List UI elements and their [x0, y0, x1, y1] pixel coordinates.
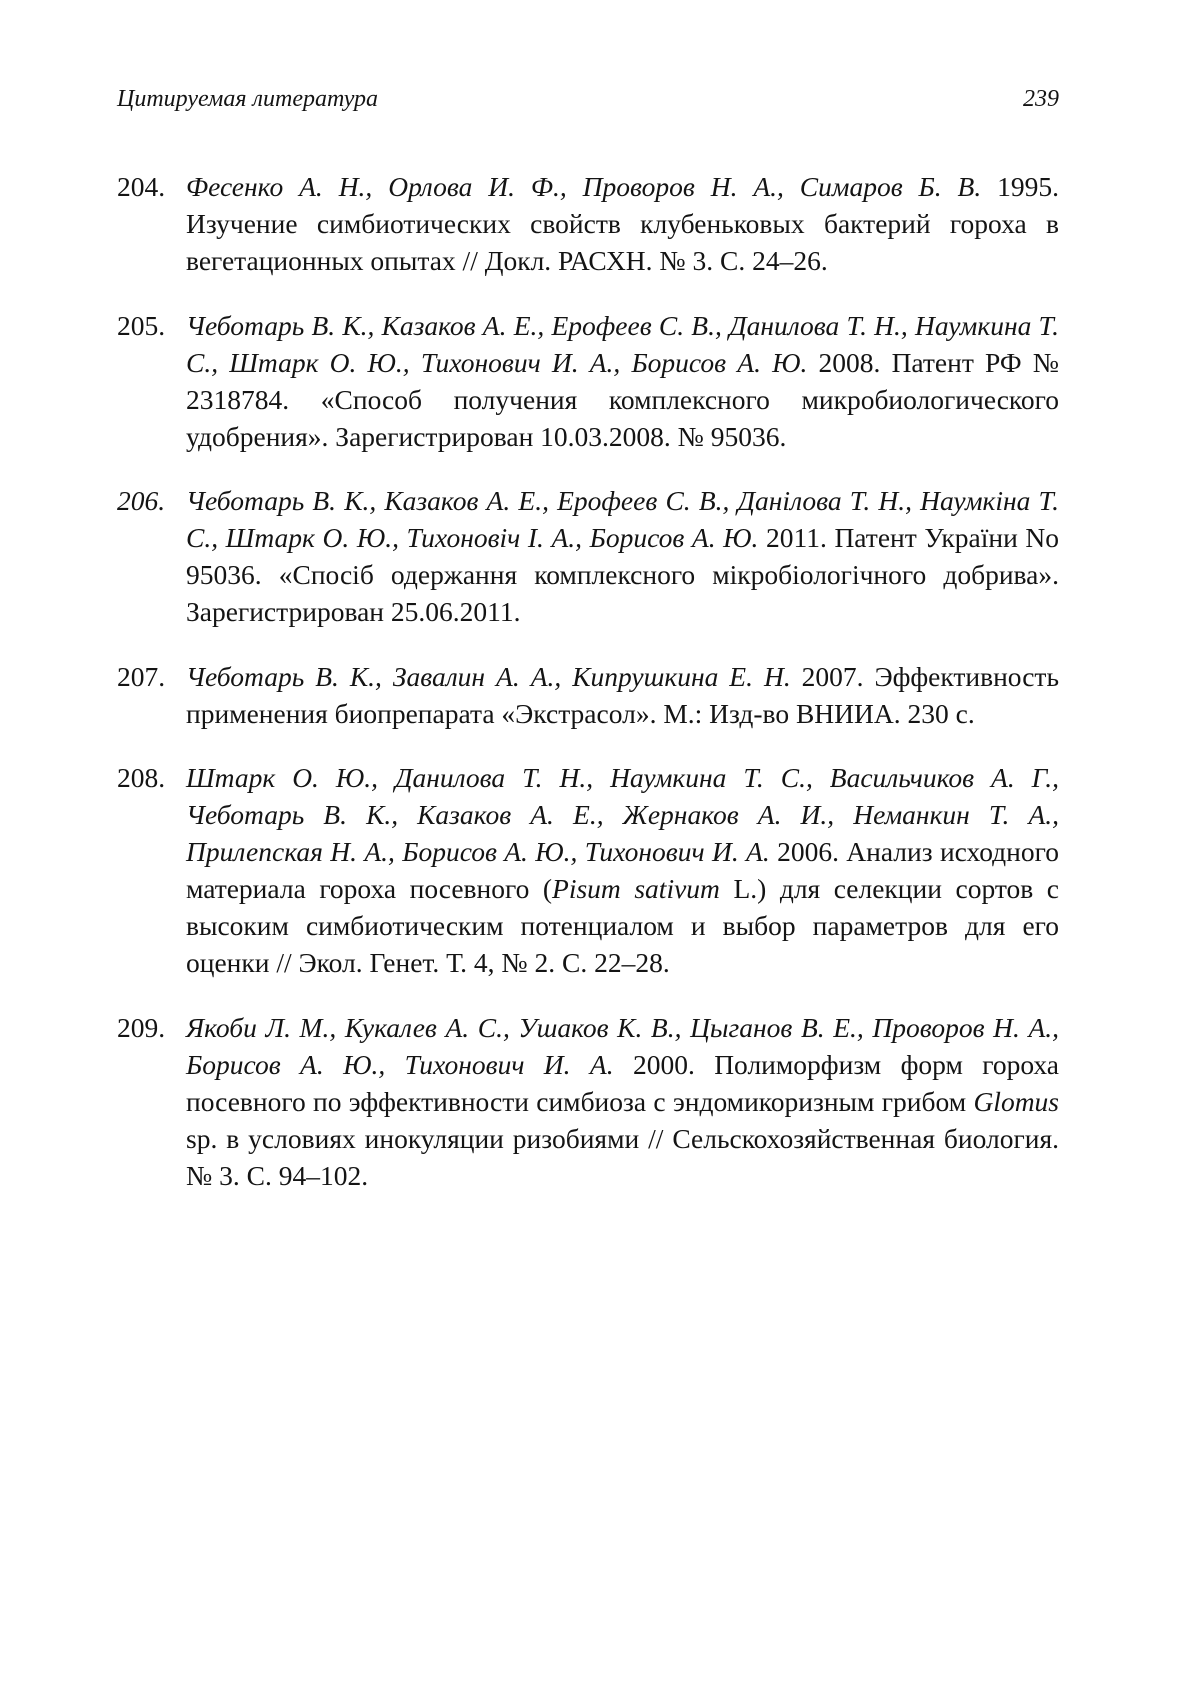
reference-text: 2007. Эффективность применения биопрепарата «Экстрасол». М.: Изд-во ВНИИА. 230 с.: [186, 660, 1059, 729]
species-name: Pisum sativum: [552, 873, 720, 904]
reference-number: 207.: [117, 660, 166, 692]
reference-209: [117, 1009, 1059, 1194]
reference-text: 2006. Анализ исходного материала гороха посевного (: [186, 836, 1059, 904]
page-number: 239: [1023, 86, 1059, 112]
reference-text-continued: L.) для селекции сортов с высоким симбиотическим потенциалом и выбор параметров для его оценки // Экол. Генет. Т. 4, № 2. С. 22–28.: [186, 873, 1059, 978]
reference-text: 2011. Патент України No 95036. «Спосіб одержання комплексного мікробіологічного добрива». Зарегистрирован 25.06.2011.: [186, 522, 1059, 627]
reference-number: 209.: [117, 1011, 166, 1043]
reference-authors: Фесенко А. Н., Орлова И. Ф., Проворов Н. А., Симаров Б. В.: [186, 171, 982, 202]
reference-authors: Штарк О. Ю., Данилова Т. Н., Наумкина Т. С., Васильчиков А. Г., Чеботарь В. К., Казаков А. Е., Жернаков А. И., Неманкин Т. А., Прилепская Н. А., Борисов А. Ю., Тихонович И. А.: [186, 762, 1059, 867]
reference-authors: Чеботарь В. К., Завалин А. А., Кипрушкина Е. Н.: [186, 660, 791, 692]
reference-text-continued: sp. в условиях инокуляции ризобиями // Сельскохозяйственная биология. № 3. С. 94–102.: [186, 1122, 1059, 1191]
reference-number: 206.: [117, 485, 166, 516]
genus-name: Glomus: [973, 1085, 1059, 1117]
reference-204: [117, 168, 1059, 279]
running-head: [117, 86, 1059, 126]
reference-text: 2000. Полиморфизм форм гороха посевного по эффективности симбиоза с эндомикоризным грибом: [186, 1048, 1059, 1117]
reference-number: 205.: [117, 309, 166, 341]
reference-authors: Чеботарь В. К., Казаков А. Е., Ерофеев С. В., Данилова Т. Н., Наумкина Т. С., Штарк О. Ю., Тихонович И. А., Борисов А. Ю.: [186, 309, 1059, 378]
reference-number: 204.: [117, 171, 166, 202]
reference-208: [117, 759, 1059, 981]
running-title: Цитируемая литература: [117, 86, 379, 112]
reference-authors: Чеботарь В. К., Казаков А. Е., Ерофеев С. В., Данілова Т. Н., Наумкіна Т. С., Штарк О. Ю., Тихоновіч І. А., Борисов А. Ю.: [186, 485, 1059, 553]
reference-authors: Якоби Л. М., Кукалев А. С., Ушаков К. В., Цыганов В. Е., Проворов Н. А., Борисов А. Ю., Тихонович И. А.: [186, 1011, 1059, 1080]
page: [117, 86, 1059, 1194]
reference-list: [117, 168, 1059, 1194]
reference-text: 2008. Патент РФ № 2318784. «Способ получения комплексного микробиологического удобрения». Зарегистрирован 10.03.2008. № 95036.: [186, 346, 1059, 452]
reference-205: [117, 307, 1059, 455]
reference-number: 208.: [117, 762, 166, 793]
reference-text: 1995. Изучение симбиотических свойств клубеньковых бактерий гороха в вегетационных опытах // Докл. РАСХН. № 3. С. 24–26.: [186, 171, 1059, 276]
reference-206: [117, 482, 1059, 630]
reference-207: [117, 658, 1059, 732]
